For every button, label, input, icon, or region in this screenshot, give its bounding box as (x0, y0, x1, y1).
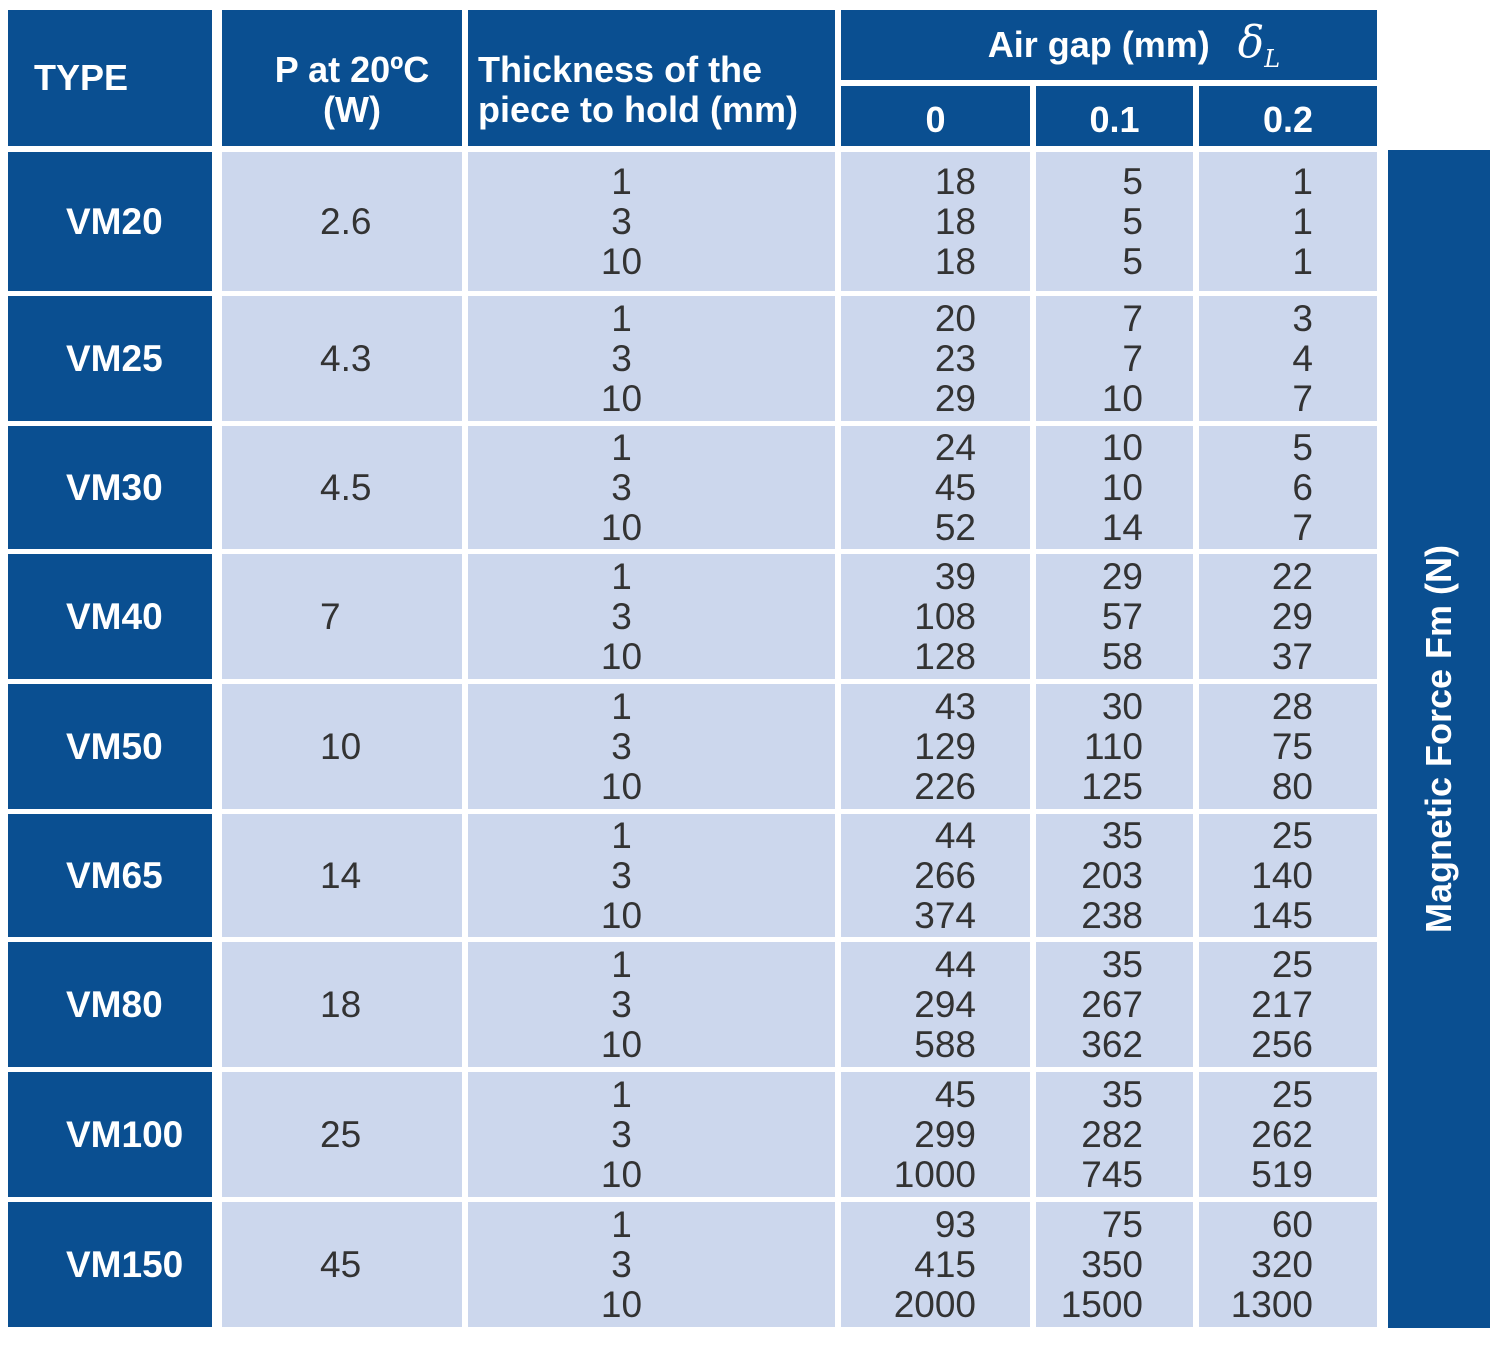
power-value: 4.5 (320, 466, 372, 508)
force-gap0-cell (841, 942, 1030, 1067)
type-label: VM25 (66, 337, 163, 379)
thickness-cell-value: 3 (611, 725, 632, 767)
force-gap02-cell-value: 60 (1271, 1203, 1313, 1245)
force-gap01-cell (1036, 1202, 1193, 1327)
header-power-line1: P at 20ºC (274, 49, 430, 90)
force-gap0-cell (841, 814, 1030, 937)
force-gap0-cell-value: 18 (934, 240, 976, 282)
thickness-cell-value: 1 (611, 685, 632, 727)
thickness-cell-value: 10 (600, 506, 643, 548)
force-gap02-cell-value: 25 (1271, 814, 1313, 856)
thickness-cell (468, 814, 835, 937)
force-gap01-cell (1036, 296, 1193, 421)
type-label: VM100 (66, 1113, 184, 1155)
force-gap0-cell-value: 299 (914, 1113, 976, 1155)
thickness-cell-value: 1 (611, 1203, 632, 1245)
thickness-cell (468, 152, 835, 291)
force-gap01-cell (1036, 814, 1193, 937)
force-gap01-cell-value: 125 (1081, 765, 1143, 807)
force-gap0-cell-value: 24 (934, 426, 976, 468)
force-gap0-cell (841, 152, 1030, 291)
header-type (8, 10, 212, 146)
force-gap0-cell-value: 294 (914, 983, 976, 1025)
force-gap0-cell-value: 29 (934, 377, 976, 419)
type-label: VM150 (66, 1243, 184, 1285)
force-gap02-cell-value: 262 (1251, 1113, 1313, 1155)
force-gap01-cell-value: 745 (1081, 1153, 1143, 1195)
thickness-cell-value: 3 (611, 983, 632, 1025)
force-gap01-cell-value: 282 (1081, 1113, 1143, 1155)
power-value: 14 (320, 854, 362, 896)
force-gap01-cell-value: 350 (1081, 1243, 1143, 1285)
force-gap02-cell-value: 4 (1292, 337, 1313, 379)
type-cell (8, 426, 212, 549)
type-cell (8, 1202, 212, 1327)
force-gap0-cell-value: 18 (934, 200, 976, 242)
force-gap01-cell (1036, 426, 1193, 549)
force-gap01-cell-value: 75 (1101, 1203, 1143, 1245)
header-gap-g01 (1036, 86, 1193, 146)
force-gap02-cell-value: 6 (1292, 466, 1313, 508)
power-value: 7 (320, 595, 341, 637)
force-gap01-cell-value: 7 (1122, 337, 1143, 379)
force-gap0-cell (841, 426, 1030, 549)
type-label: VM80 (66, 983, 163, 1025)
force-gap01-cell (1036, 554, 1193, 679)
force-gap01-cell-value: 29 (1101, 555, 1143, 597)
force-gap01-cell-value: 238 (1081, 894, 1143, 936)
force-gap02-cell-value: 22 (1271, 555, 1313, 597)
type-label: VM50 (66, 725, 163, 767)
thickness-cell-value: 1 (611, 1073, 632, 1115)
power-value: 25 (320, 1113, 362, 1155)
thickness-cell-value: 1 (611, 160, 632, 202)
thickness-cell-value: 10 (600, 1283, 643, 1325)
header-airgap (841, 10, 1377, 80)
force-gap0-cell-value: 2000 (893, 1283, 976, 1325)
type-cell (8, 942, 212, 1067)
header-gap-g02 (1199, 86, 1377, 146)
force-gap01-cell-value: 110 (1084, 725, 1143, 767)
force-gap02-cell-value: 320 (1251, 1243, 1313, 1285)
force-gap02-cell (1199, 814, 1377, 937)
force-gap02-cell-value: 80 (1271, 765, 1313, 807)
thickness-cell (468, 296, 835, 421)
force-gap01-cell-value: 35 (1101, 1073, 1143, 1115)
force-gap02-cell (1199, 296, 1377, 421)
thickness-cell (468, 684, 835, 809)
thickness-cell-value: 3 (611, 466, 632, 508)
thickness-cell (468, 942, 835, 1067)
type-cell (8, 1072, 212, 1197)
force-gap01-cell-value: 5 (1122, 200, 1143, 242)
force-gap02-cell (1199, 426, 1377, 549)
power-cell (222, 684, 462, 809)
type-label: VM40 (66, 595, 163, 637)
thickness-cell-value: 3 (611, 854, 632, 896)
force-gap02-cell-value: 145 (1251, 894, 1313, 936)
thickness-cell-value: 1 (611, 426, 632, 468)
force-gap01-cell-value: 203 (1081, 854, 1143, 896)
force-gap02-cell-value: 1300 (1230, 1283, 1313, 1325)
thickness-cell-value: 10 (600, 894, 643, 936)
force-gap02-cell-value: 217 (1251, 983, 1313, 1025)
type-cell (8, 684, 212, 809)
type-cell (8, 296, 212, 421)
header-power-line2: (W) (323, 89, 381, 130)
force-gap0-cell-value: 44 (934, 814, 976, 856)
force-gap01-cell (1036, 1072, 1193, 1197)
force-gap0-cell-value: 45 (934, 1073, 976, 1115)
force-gap01-cell-value: 10 (1101, 426, 1143, 468)
force-gap01-cell-value: 7 (1122, 297, 1143, 339)
power-cell (222, 426, 462, 549)
force-gap02-cell (1199, 1202, 1377, 1327)
thickness-cell-value: 10 (600, 377, 643, 419)
power-value: 2.6 (320, 200, 372, 242)
thickness-cell-value: 10 (600, 765, 643, 807)
force-gap02-cell (1199, 942, 1377, 1067)
force-gap0-cell-value: 129 (914, 725, 976, 767)
thickness-cell-value: 3 (611, 1113, 632, 1155)
power-cell (222, 554, 462, 679)
force-gap0-cell (841, 554, 1030, 679)
force-gap02-cell (1199, 684, 1377, 809)
force-gap02-cell-value: 1 (1292, 160, 1313, 202)
force-gap02-cell-value: 519 (1251, 1153, 1313, 1195)
force-gap02-cell-value: 7 (1292, 506, 1313, 548)
force-gap01-cell-value: 30 (1101, 685, 1143, 727)
thickness-cell-value: 1 (611, 814, 632, 856)
thickness-cell-value: 1 (611, 943, 632, 985)
header-airgap-label: Air gap (mm) (987, 24, 1210, 65)
force-gap01-cell-value: 5 (1122, 240, 1143, 282)
type-cell (8, 554, 212, 679)
thickness-cell-value: 3 (611, 1243, 632, 1285)
force-gap0-cell-value: 43 (934, 685, 976, 727)
type-label: VM30 (66, 466, 163, 508)
force-gap02-cell-value: 28 (1271, 685, 1313, 727)
force-gap02-cell-value: 3 (1292, 297, 1313, 339)
delta-symbol: $\delta_L$ (1237, 17, 1281, 73)
force-gap01-cell (1036, 942, 1193, 1067)
type-cell (8, 814, 212, 937)
force-gap0-cell-value: 93 (934, 1203, 976, 1245)
force-gap0-cell-value: 588 (914, 1023, 976, 1065)
force-gap02-cell-value: 5 (1292, 426, 1313, 468)
force-gap02-cell-value: 25 (1271, 1073, 1313, 1115)
force-gap01-cell-value: 5 (1122, 160, 1143, 202)
side-label-text: Magnetic Force Fm (N) (1418, 544, 1460, 934)
force-gap0-cell-value: 45 (934, 466, 976, 508)
force-gap02-cell (1199, 152, 1377, 291)
thickness-cell (468, 1202, 835, 1327)
force-gap0-cell-value: 20 (934, 297, 976, 339)
force-gap01-cell-value: 10 (1101, 377, 1143, 419)
thickness-cell (468, 426, 835, 549)
force-gap02-cell-value: 256 (1251, 1023, 1313, 1065)
force-gap01-cell-value: 58 (1101, 635, 1143, 677)
force-gap0-cell-value: 39 (934, 555, 976, 597)
force-gap02-cell-value: 7 (1292, 377, 1313, 419)
thickness-cell-value: 1 (611, 297, 632, 339)
force-gap01-cell-value: 267 (1081, 983, 1143, 1025)
power-cell (222, 1202, 462, 1327)
power-value: 10 (320, 725, 362, 767)
thickness-cell-value: 3 (611, 337, 632, 379)
power-cell (222, 1072, 462, 1197)
force-gap0-cell-value: 23 (934, 337, 976, 379)
force-gap0-cell (841, 1072, 1030, 1197)
force-gap02-cell-value: 1 (1292, 200, 1313, 242)
force-gap0-cell (841, 684, 1030, 809)
thickness-cell (468, 1072, 835, 1197)
force-gap0-cell-value: 44 (934, 943, 976, 985)
force-gap02-cell (1199, 1072, 1377, 1197)
thickness-cell-value: 10 (600, 635, 643, 677)
force-gap0-cell-value: 266 (914, 854, 976, 896)
force-gap01-cell-value: 35 (1101, 814, 1143, 856)
force-gap02-cell-value: 140 (1251, 854, 1313, 896)
header-gap-g0 (841, 86, 1030, 146)
force-gap0-cell-value: 1000 (893, 1153, 976, 1195)
force-gap01-cell (1036, 152, 1193, 291)
force-gap0-cell-value: 18 (934, 160, 976, 202)
force-gap01-cell-value: 362 (1081, 1023, 1143, 1065)
type-label: VM65 (66, 854, 163, 896)
force-gap02-cell (1199, 554, 1377, 679)
thickness-cell-value: 10 (600, 240, 643, 282)
thickness-cell-value: 1 (611, 555, 632, 597)
force-gap02-cell-value: 37 (1271, 635, 1313, 677)
header-thickness-line2: piece to hold (mm) (478, 89, 799, 130)
side-label-magnetic-force (1388, 150, 1490, 1328)
force-gap02-cell-value: 25 (1271, 943, 1313, 985)
thickness-cell (468, 554, 835, 679)
header-thickness (468, 10, 835, 146)
header-thickness-line1: Thickness of the (478, 49, 763, 90)
force-gap0-cell-value: 226 (914, 765, 976, 807)
force-gap0-cell-value: 108 (914, 595, 976, 637)
header-gap-label: 0.2 (1262, 99, 1314, 140)
power-cell (222, 296, 462, 421)
force-gap0-cell-value: 415 (914, 1243, 976, 1285)
power-cell (222, 942, 462, 1067)
force-gap02-cell-value: 75 (1271, 725, 1313, 767)
force-gap0-cell-value: 374 (914, 894, 976, 936)
power-value: 45 (320, 1243, 362, 1285)
header-power (222, 10, 462, 146)
force-gap0-cell-value: 52 (934, 506, 976, 548)
force-gap02-cell-value: 1 (1292, 240, 1313, 282)
power-cell (222, 152, 462, 291)
header-gap-label: 0.1 (1089, 99, 1140, 140)
force-gap01-cell-value: 10 (1101, 466, 1143, 508)
force-gap01-cell (1036, 684, 1193, 809)
thickness-cell-value: 10 (600, 1153, 643, 1195)
thickness-cell-value: 10 (600, 1023, 643, 1065)
force-gap01-cell-value: 35 (1101, 943, 1143, 985)
type-label: VM20 (66, 200, 163, 242)
force-gap01-cell-value: 1500 (1060, 1283, 1143, 1325)
header-type-label: TYPE (34, 57, 129, 98)
force-gap02-cell-value: 29 (1271, 595, 1313, 637)
force-gap01-cell-value: 14 (1101, 506, 1143, 548)
force-gap0-cell-value: 128 (914, 635, 976, 677)
power-value: 18 (320, 983, 362, 1025)
power-value: 4.3 (320, 337, 372, 379)
thickness-cell-value: 3 (611, 595, 632, 637)
type-cell (8, 152, 212, 291)
thickness-cell-value: 3 (611, 200, 632, 242)
header-gap-label: 0 (925, 99, 946, 140)
power-cell (222, 814, 462, 937)
force-gap01-cell-value: 57 (1101, 595, 1143, 637)
force-gap0-cell (841, 1202, 1030, 1327)
force-gap0-cell (841, 296, 1030, 421)
